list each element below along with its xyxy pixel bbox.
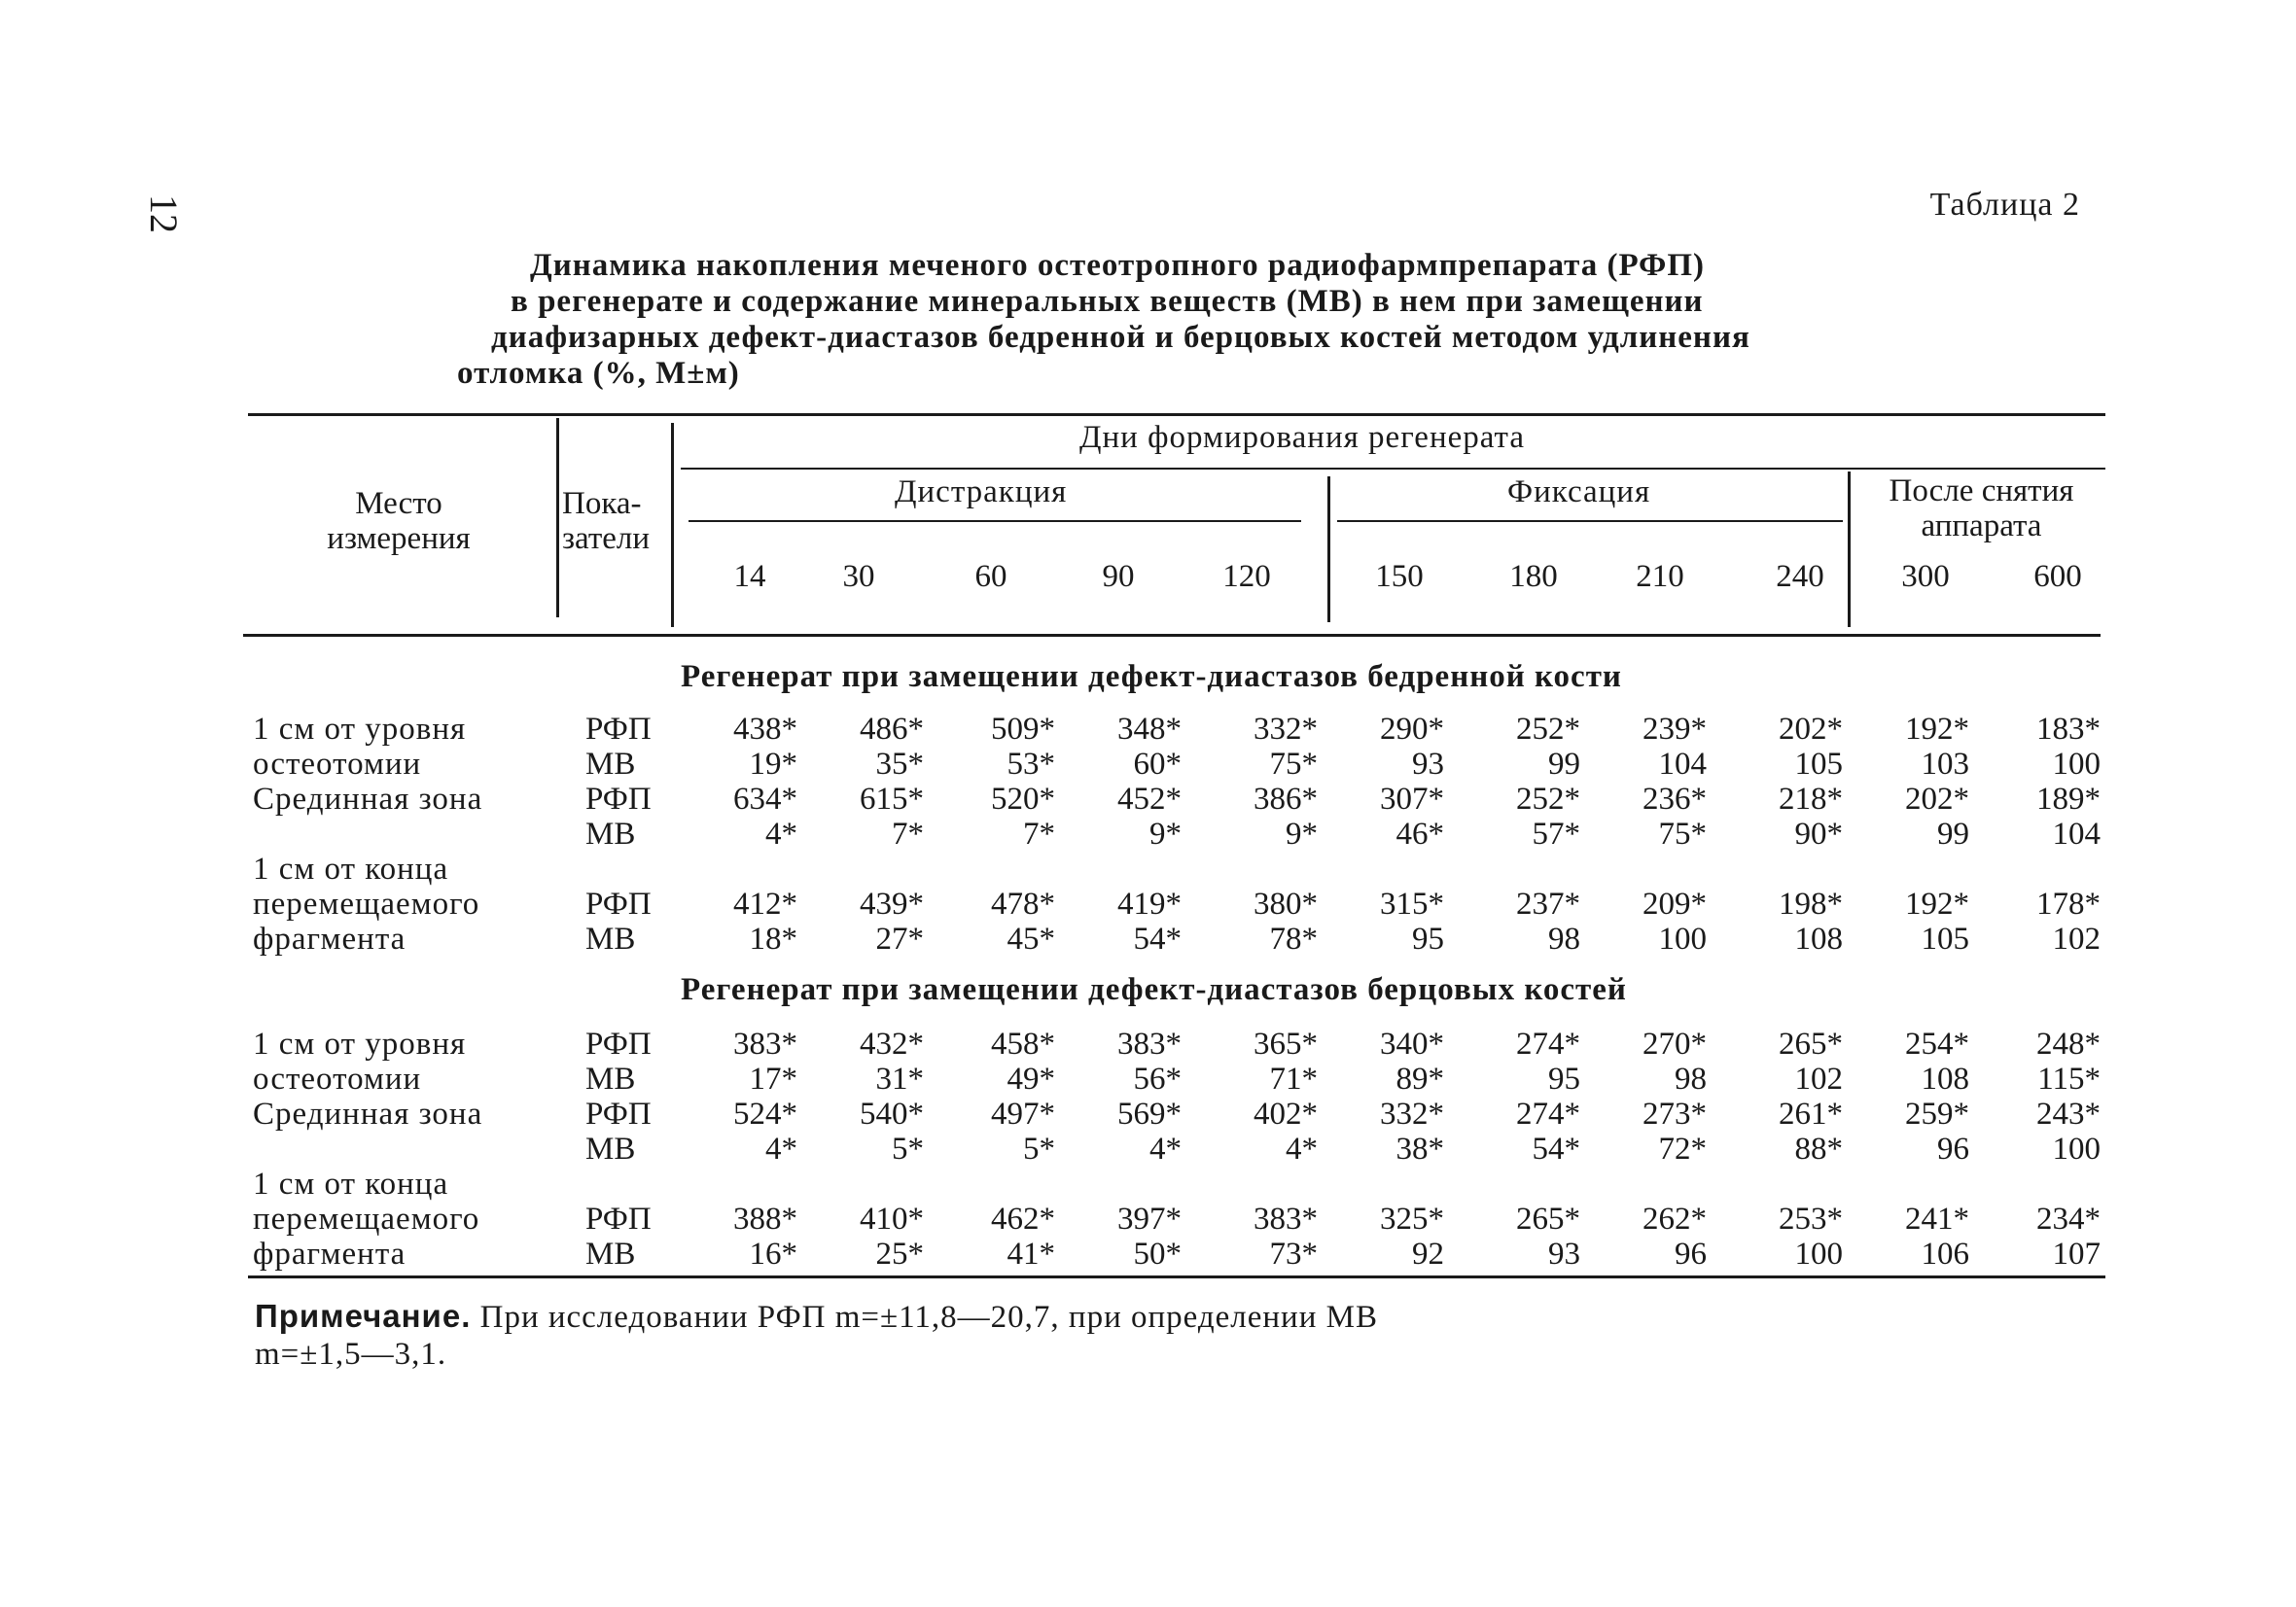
cell: 262* (1643, 1202, 1707, 1237)
cell: 102 (2052, 922, 2101, 957)
cell: 388* (733, 1202, 797, 1237)
note-label: Примечание. (255, 1298, 472, 1334)
cell: 50* (1133, 1237, 1182, 1272)
cell: 18* (749, 922, 797, 957)
cell: 53* (1007, 747, 1055, 782)
cell: 108 (1794, 922, 1843, 957)
day-600: 600 (2033, 559, 2082, 594)
cell: 93 (1548, 1237, 1580, 1272)
day-14: 14 (733, 559, 766, 594)
cell: 88* (1794, 1132, 1843, 1167)
cell: 99 (1548, 747, 1580, 782)
cell: 383* (1254, 1202, 1318, 1237)
cell: 270* (1643, 1027, 1707, 1062)
cell: 107 (2052, 1237, 2101, 1272)
cell: 290* (1380, 712, 1444, 747)
cell: 383* (733, 1027, 797, 1062)
cell: 419* (1117, 887, 1182, 922)
cell: 365* (1254, 1027, 1318, 1062)
table-row (243, 887, 2110, 922)
cell: 78* (1269, 922, 1318, 957)
cell: 439* (860, 887, 924, 922)
header-indicator: Пока- затели (562, 486, 651, 556)
cell: 237* (1516, 887, 1580, 922)
row-place: фрагмента (253, 922, 406, 957)
table-row (243, 1132, 2110, 1167)
fixation-rule (1337, 520, 1843, 522)
table-title (447, 248, 1906, 392)
row-indicator: МВ (585, 922, 636, 957)
cell: 45* (1007, 922, 1055, 957)
day-60: 60 (974, 559, 1007, 594)
row-indicator: РФП (585, 1097, 652, 1132)
cell: 41* (1007, 1237, 1055, 1272)
cell: 54* (1133, 922, 1182, 957)
cell: 96 (1675, 1237, 1707, 1272)
row-place: 1 см от уровня (253, 712, 467, 747)
cell: 241* (1905, 1202, 1969, 1237)
header-after-removal: После снятия аппарата (1889, 473, 2074, 543)
cell: 253* (1779, 1202, 1843, 1237)
cell: 19* (749, 747, 797, 782)
cell: 31* (875, 1062, 924, 1097)
cell: 380* (1254, 887, 1318, 922)
cell: 57* (1532, 817, 1580, 852)
cell: 478* (991, 887, 1055, 922)
cell: 93 (1412, 747, 1444, 782)
row-place: фрагмента (253, 1237, 406, 1272)
cell: 98 (1548, 922, 1580, 957)
cell: 106 (1921, 1237, 1969, 1272)
row-indicator: РФП (585, 782, 652, 817)
cell: 307* (1380, 782, 1444, 817)
cell: 236* (1643, 782, 1707, 817)
cell: 198* (1779, 887, 1843, 922)
cell: 71* (1269, 1062, 1318, 1097)
cell: 98 (1675, 1062, 1707, 1097)
cell: 54* (1532, 1132, 1580, 1167)
top-rule (248, 413, 2105, 416)
section-title-femur: Регенерат при замещении дефект-диастазов бедренной кости (681, 659, 1622, 694)
cell: 462* (991, 1202, 1055, 1237)
row-place: перемещаемого (253, 1202, 480, 1237)
cell: 104 (1658, 747, 1707, 782)
table-row (243, 782, 2110, 817)
row-indicator: МВ (585, 1237, 636, 1272)
page-number: 12 (142, 194, 186, 233)
cell: 100 (1794, 1237, 1843, 1272)
days-group-rule (681, 468, 2105, 470)
cell: 509* (991, 712, 1055, 747)
row-indicator: МВ (585, 747, 636, 782)
row-indicator: РФП (585, 887, 652, 922)
cell: 410* (860, 1202, 924, 1237)
header-fixation: Фиксация (1507, 474, 1651, 509)
header-days-group: Дни формирования регенерата (1079, 420, 1526, 455)
cell: 315* (1380, 887, 1444, 922)
cell: 17* (749, 1062, 797, 1097)
row-indicator: РФП (585, 1027, 652, 1062)
cell: 35* (875, 747, 924, 782)
vline-after (1848, 472, 1851, 627)
cell: 332* (1254, 712, 1318, 747)
cell: 115* (2037, 1062, 2101, 1097)
cell: 95 (1548, 1062, 1580, 1097)
cell: 192* (1905, 887, 1969, 922)
cell: 402* (1254, 1097, 1318, 1132)
vline-ind (671, 423, 674, 627)
cell: 105 (1794, 747, 1843, 782)
cell: 4* (765, 817, 797, 852)
row-indicator: МВ (585, 1132, 636, 1167)
table-row (243, 712, 2110, 747)
cell: 96 (1937, 1132, 1969, 1167)
cell: 202* (1905, 782, 1969, 817)
cell: 438* (733, 712, 797, 747)
table-row (243, 1097, 2110, 1132)
cell: 75* (1269, 747, 1318, 782)
cell: 75* (1658, 817, 1707, 852)
cell: 27* (875, 922, 924, 957)
section-title-tibia: Регенерат при замещении дефект-диастазов берцовых костей (681, 972, 1627, 1007)
table-label: Таблица 2 (1929, 187, 2080, 223)
cell: 99 (1937, 817, 1969, 852)
cell: 265* (1779, 1027, 1843, 1062)
cell: 90* (1794, 817, 1843, 852)
cell: 95 (1412, 922, 1444, 957)
cell: 178* (2036, 887, 2101, 922)
cell: 234* (2036, 1202, 2101, 1237)
cell: 218* (1779, 782, 1843, 817)
cell: 56* (1133, 1062, 1182, 1097)
cell: 383* (1117, 1027, 1182, 1062)
cell: 252* (1516, 782, 1580, 817)
cell: 4* (1149, 1132, 1182, 1167)
table-bottom-rule (248, 1275, 2105, 1278)
cell: 38* (1395, 1132, 1444, 1167)
row-indicator: МВ (585, 1062, 636, 1097)
header-bottom-rule (243, 634, 2101, 637)
cell: 340* (1380, 1027, 1444, 1062)
cell: 486* (860, 712, 924, 747)
cell: 102 (1794, 1062, 1843, 1097)
day-180: 180 (1509, 559, 1558, 594)
table-row (243, 1167, 2110, 1202)
cell: 73* (1269, 1237, 1318, 1272)
cell: 248* (2036, 1027, 2101, 1062)
cell: 105 (1921, 922, 1969, 957)
table-row (243, 1062, 2110, 1097)
cell: 108 (1921, 1062, 1969, 1097)
cell: 9* (1286, 817, 1318, 852)
table-row (243, 852, 2110, 887)
cell: 243* (2036, 1097, 2101, 1132)
cell: 348* (1117, 712, 1182, 747)
cell: 209* (1643, 887, 1707, 922)
cell: 569* (1117, 1097, 1182, 1132)
cell: 72* (1658, 1132, 1707, 1167)
cell: 49* (1007, 1062, 1055, 1097)
row-place: 1 см от конца (253, 852, 449, 887)
cell: 325* (1380, 1202, 1444, 1237)
cell: 4* (765, 1132, 797, 1167)
title-line-2: в регенерате и содержание минеральных веществ (МВ) в нем при замещении (511, 284, 1704, 319)
note-text-1: При исследовании РФП m=±11,8—20,7, при определении МВ (479, 1300, 1378, 1335)
row-indicator: РФП (585, 712, 652, 747)
cell: 332* (1380, 1097, 1444, 1132)
day-120: 120 (1222, 559, 1271, 594)
row-indicator: РФП (585, 1202, 652, 1237)
cell: 4* (1286, 1132, 1318, 1167)
row-place: перемещаемого (253, 887, 480, 922)
title-line-1: Динамика накопления меченого остеотропного радиофармпрепарата (РФП) (530, 248, 1706, 283)
cell: 540* (860, 1097, 924, 1132)
title-line-4: отломка (%, М±м) (457, 356, 740, 391)
cell: 192* (1905, 712, 1969, 747)
cell: 25* (875, 1237, 924, 1272)
cell: 452* (1117, 782, 1182, 817)
cell: 254* (1905, 1027, 1969, 1062)
day-240: 240 (1776, 559, 1824, 594)
cell: 458* (991, 1027, 1055, 1062)
cell: 634* (733, 782, 797, 817)
table-row (243, 922, 2110, 957)
cell: 386* (1254, 782, 1318, 817)
day-210: 210 (1636, 559, 1684, 594)
vline-fixation (1327, 476, 1330, 622)
table-row (243, 1027, 2110, 1062)
cell: 100 (1658, 922, 1707, 957)
cell: 520* (991, 782, 1055, 817)
title-line-3: диафизарных дефект-диастазов бедренной и берцовых костей методом удлинения (491, 320, 1750, 355)
cell: 274* (1516, 1027, 1580, 1062)
cell: 259* (1905, 1097, 1969, 1132)
cell: 202* (1779, 712, 1843, 747)
table-row (243, 747, 2110, 782)
cell: 252* (1516, 712, 1580, 747)
day-300: 300 (1901, 559, 1950, 594)
cell: 7* (1023, 817, 1055, 852)
cell: 397* (1117, 1202, 1182, 1237)
cell: 100 (2052, 747, 2101, 782)
cell: 5* (892, 1132, 924, 1167)
table-row (243, 1237, 2110, 1272)
cell: 615* (860, 782, 924, 817)
table-row (243, 817, 2110, 852)
cell: 60* (1133, 747, 1182, 782)
cell: 273* (1643, 1097, 1707, 1132)
cell: 9* (1149, 817, 1182, 852)
cell: 274* (1516, 1097, 1580, 1132)
cell: 239* (1643, 712, 1707, 747)
row-place: Срединная зона (253, 1097, 483, 1132)
cell: 412* (733, 887, 797, 922)
note-text-2: m=±1,5—3,1. (255, 1337, 447, 1372)
day-150: 150 (1375, 559, 1424, 594)
cell: 16* (749, 1237, 797, 1272)
vline-place (556, 418, 559, 617)
cell: 104 (2052, 817, 2101, 852)
cell: 5* (1023, 1132, 1055, 1167)
cell: 265* (1516, 1202, 1580, 1237)
cell: 100 (2052, 1132, 2101, 1167)
cell: 432* (860, 1027, 924, 1062)
table-row (243, 1202, 2110, 1237)
row-place: 1 см от уровня (253, 1027, 467, 1062)
cell: 92 (1412, 1237, 1444, 1272)
row-place: Срединная зона (253, 782, 483, 817)
cell: 46* (1395, 817, 1444, 852)
table-note (255, 1298, 1378, 1373)
header-place: Место измерения (327, 486, 471, 556)
row-place: остеотомии (253, 747, 422, 782)
cell: 89* (1395, 1062, 1444, 1097)
cell: 183* (2036, 712, 2101, 747)
cell: 524* (733, 1097, 797, 1132)
cell: 497* (991, 1097, 1055, 1132)
cell: 103 (1921, 747, 1969, 782)
day-30: 30 (842, 559, 875, 594)
distraction-rule (689, 520, 1301, 522)
cell: 7* (892, 817, 924, 852)
header-distraction: Дистракция (895, 474, 1068, 509)
row-indicator: МВ (585, 817, 636, 852)
row-place: остеотомии (253, 1062, 422, 1097)
cell: 261* (1779, 1097, 1843, 1132)
row-place: 1 см от конца (253, 1167, 449, 1202)
day-90: 90 (1102, 559, 1135, 594)
cell: 189* (2036, 782, 2101, 817)
